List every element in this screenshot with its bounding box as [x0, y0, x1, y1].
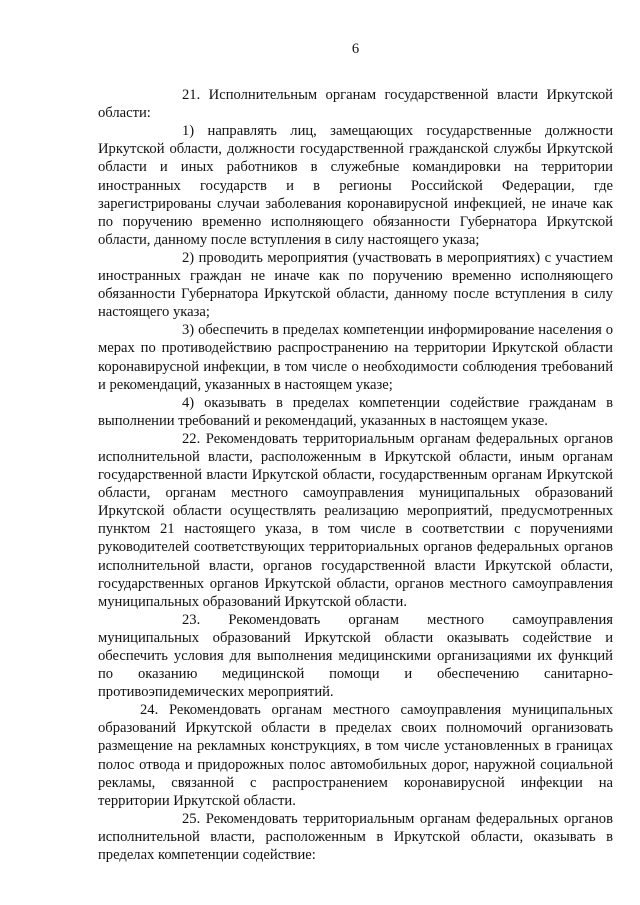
paragraph-25: [98, 810, 613, 864]
subitem-text: проводить мероприятия (участвовать в мероприятиях) с участием иностранных граждан не иначе как по поручению временно исполняющего обязанности Губернатора Иркутской области, данному после вступления в силу настоящего указа;: [98, 249, 613, 321]
paragraph-24: [98, 701, 613, 810]
document-page: [98, 40, 613, 864]
paragraph-number: 24.: [140, 702, 159, 719]
paragraph-text: Рекомендовать органам местного самоуправления муниципальных образований Иркутской области оказывать содействие и обеспечить условия для выполнения медицинскими организациями их функций по оказанию медицинской помощи и обеспечению санитарно-противоэпидемических мероприятий.: [98, 611, 614, 701]
subitem-4: [98, 394, 613, 430]
subitem-text: оказывать в пределах компетенции содействие гражданам в выполнении требований и рекомендаций, указанных в настоящем указе.: [98, 394, 613, 429]
subitem-number: 3): [182, 322, 195, 339]
subitem-number: 2): [182, 249, 195, 266]
paragraph-number: 22.: [182, 430, 201, 447]
paragraph-text: Исполнительным органам государственной власти Иркутской области:: [98, 87, 613, 122]
paragraph-23: [98, 611, 613, 701]
subitem-1: [98, 122, 613, 249]
subitem-2: [98, 249, 613, 321]
paragraph-21: [98, 86, 613, 122]
subitem-text: направлять лиц, замещающих государственные должности Иркутской области, должности государственной гражданской службы Иркутской области и иных работников в служебные командировки на территории иностранных государств и в регионы Российской Федерации, где зарегистрированы случаи заболевания коронавирусной инфекцией, не иначе как по поручению временно исполняющего обязанности Губернатора Иркутской области, данному после вступления в силу настоящего указа;: [98, 123, 614, 248]
subitem-number: 4): [182, 394, 195, 411]
paragraph-number: 21.: [182, 87, 201, 104]
subitem-text: обеспечить в пределах компетенции информирование населения о мерах по противодействию распространению на территории Иркутской области коронавирусной инфекции, в том числе о необходимости соблюдения требований и рекомендаций, указанных в настоящем указе;: [98, 322, 613, 393]
paragraph-text: Рекомендовать территориальным органам федеральных органов исполнительной власти, расположенным в Иркутской области, иным органам государственной власти Иркутской области, государственным органам Иркутской области, органам местного самоуправления муниципальных образований Иркутской области осуществлять реализацию мероприятий, предусмотренных пунктом 21 настоящего указа, в том числе в соответствии с поручениями руководителей соответствующих территориальных органов федеральных органов исполнительной власти, органов государственной власти Иркутской области, государственных органов Иркутской области, органов местного самоуправления муниципальных образований Иркутской области.: [98, 430, 613, 610]
paragraph-number: 23.: [182, 611, 201, 628]
subitem-number: 1): [182, 123, 195, 140]
paragraph-text: Рекомендовать территориальным органам федеральных органов исполнительной власти, расположенным в Иркутской области, оказывать в пределах компетенции содействие:: [98, 810, 613, 864]
page-number: 6: [351, 41, 360, 57]
subitem-3: [98, 321, 613, 393]
paragraph-22: [98, 430, 613, 611]
paragraph-text: Рекомендовать органам местного самоуправления муниципальных образований Иркутской области в пределах своих полномочий организовать размещение на рекламных конструкциях, в том числе установленных в границах полос отвода и придорожных полос автомобильных дорог, наружной социальной рекламы, связанной с распространением коронавирусной инфекции на территории Иркутской области.: [98, 702, 613, 809]
paragraph-number: 25.: [182, 810, 201, 827]
